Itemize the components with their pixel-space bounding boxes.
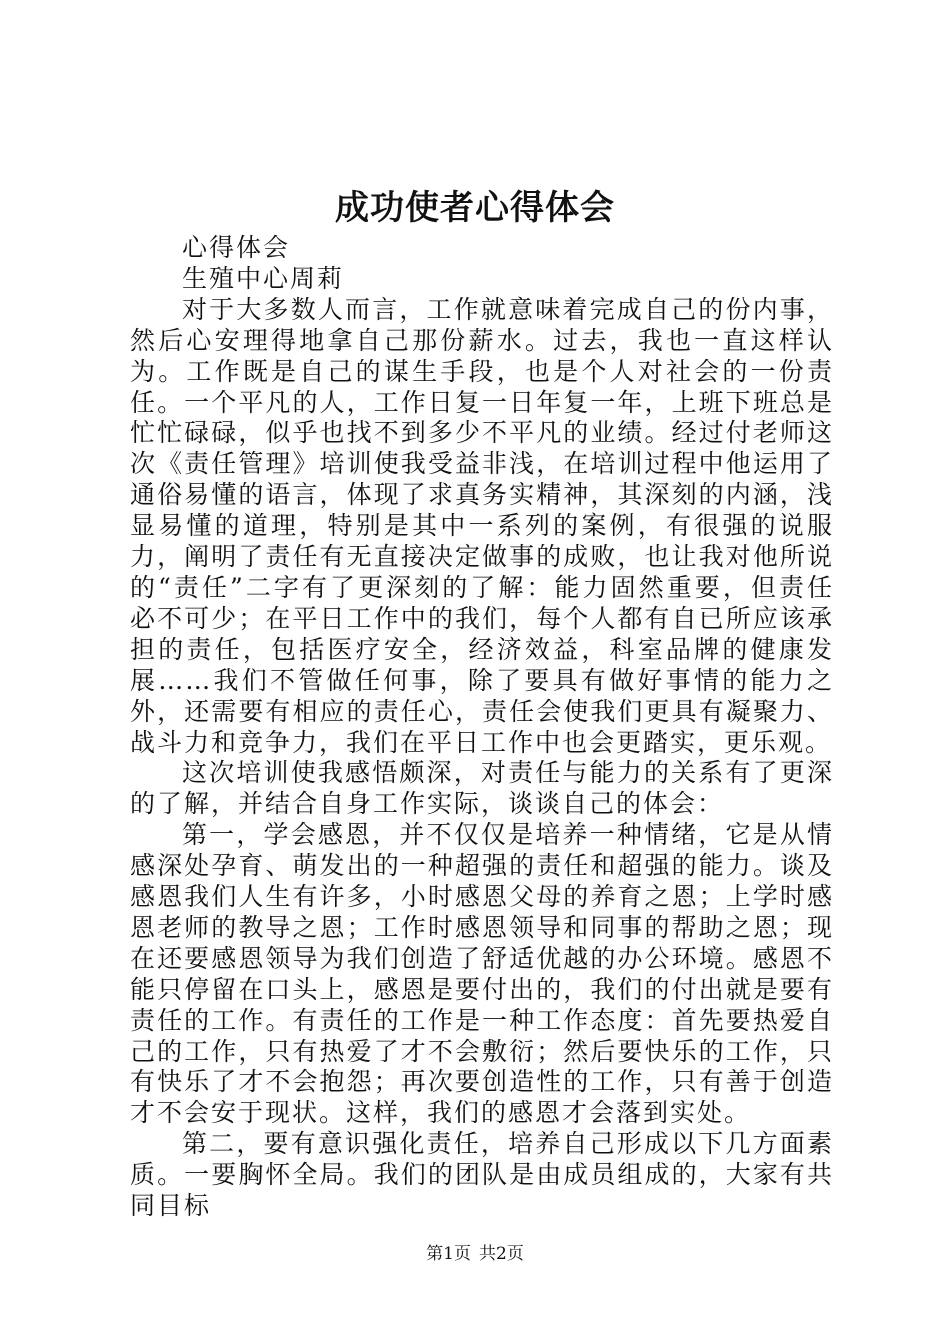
subtitle-line: 心得体会 [182, 233, 291, 262]
paragraph-reflection: 这次培训使我感悟颇深，对责任与能力的关系有了更深的了解，并结合自身工作实际，谈谈自己的体会： [130, 758, 834, 819]
paragraph-point-two: 第二，要有意识强化责任，培养自己形成以下几方面素质。一要胸怀全局。我们的团队是由成员组成的，大家有共同目标 [130, 1129, 834, 1221]
page-footer [0, 1243, 950, 1265]
paragraph-point-one: 第一，学会感恩，并不仅仅是培养一种情绪，它是从情感深处孕育、萌发出的一种超强的责任和超强的能力。谈及感恩我们人生有许多，小时感恩父母的养育之恩；上学时感恩老师的教导之恩；工作时感恩领导和同事的帮助之恩；现在还要感恩领导为我们创造了舒适优越的办公环境。感恩不能只停留在口头上，感恩是要付出的，我们的付出就是要有责任的工作。有责任的工作是一种工作态度：首先要热爱自己的工作，只有热爱了才不会敷衍；然后要快乐的工作，只有快乐了才不会抱怨；再次要创造性的工作，只有善于创造才不会安于现状。这样，我们的感恩才会落到实处。 [130, 820, 834, 1128]
document-title: 成功使者心得体会 [335, 188, 615, 228]
page-number: 第1页 [426, 1244, 471, 1264]
page-total: 共2页 [479, 1244, 524, 1264]
author-line: 生殖中心周莉 [182, 263, 345, 293]
document-body [130, 233, 834, 1222]
paragraph-intro: 对于大多数人而言，工作就意味着完成自己的份内事，然后心安理得地拿自己那份薪水。过去，我也一直这样认为。工作既是自己的谋生手段，也是个人对社会的一份责任。一个平凡的人，工作日复一日年复一年，上班下班总是忙忙碌碌，似乎也找不到多少不平凡的业绩。经过付老师这次《责任管理》培训使我受益非浅，在培训过程中他运用了通俗易懂的语言，体现了求真务实精神，其深刻的内涵，浅显易懂的道理，特别是其中一系列的案例，有很强的说服力，阐明了责任有无直接决定做事的成败，也让我对他所说的“责任”二字有了更深刻的了解：能力固然重要，但责任必不可少；在平日工作中的我们，每个人都有自已所应该承担的责任，包括医疗安全，经济效益，科室品牌的健康发展……我们不管做任何事，除了要具有做好事情的能力之外，还需要有相应的责任心，责任会使我们更具有凝聚力、战斗力和竞争力，我们在平日工作中也会更踏实，更乐观。 [130, 294, 834, 757]
